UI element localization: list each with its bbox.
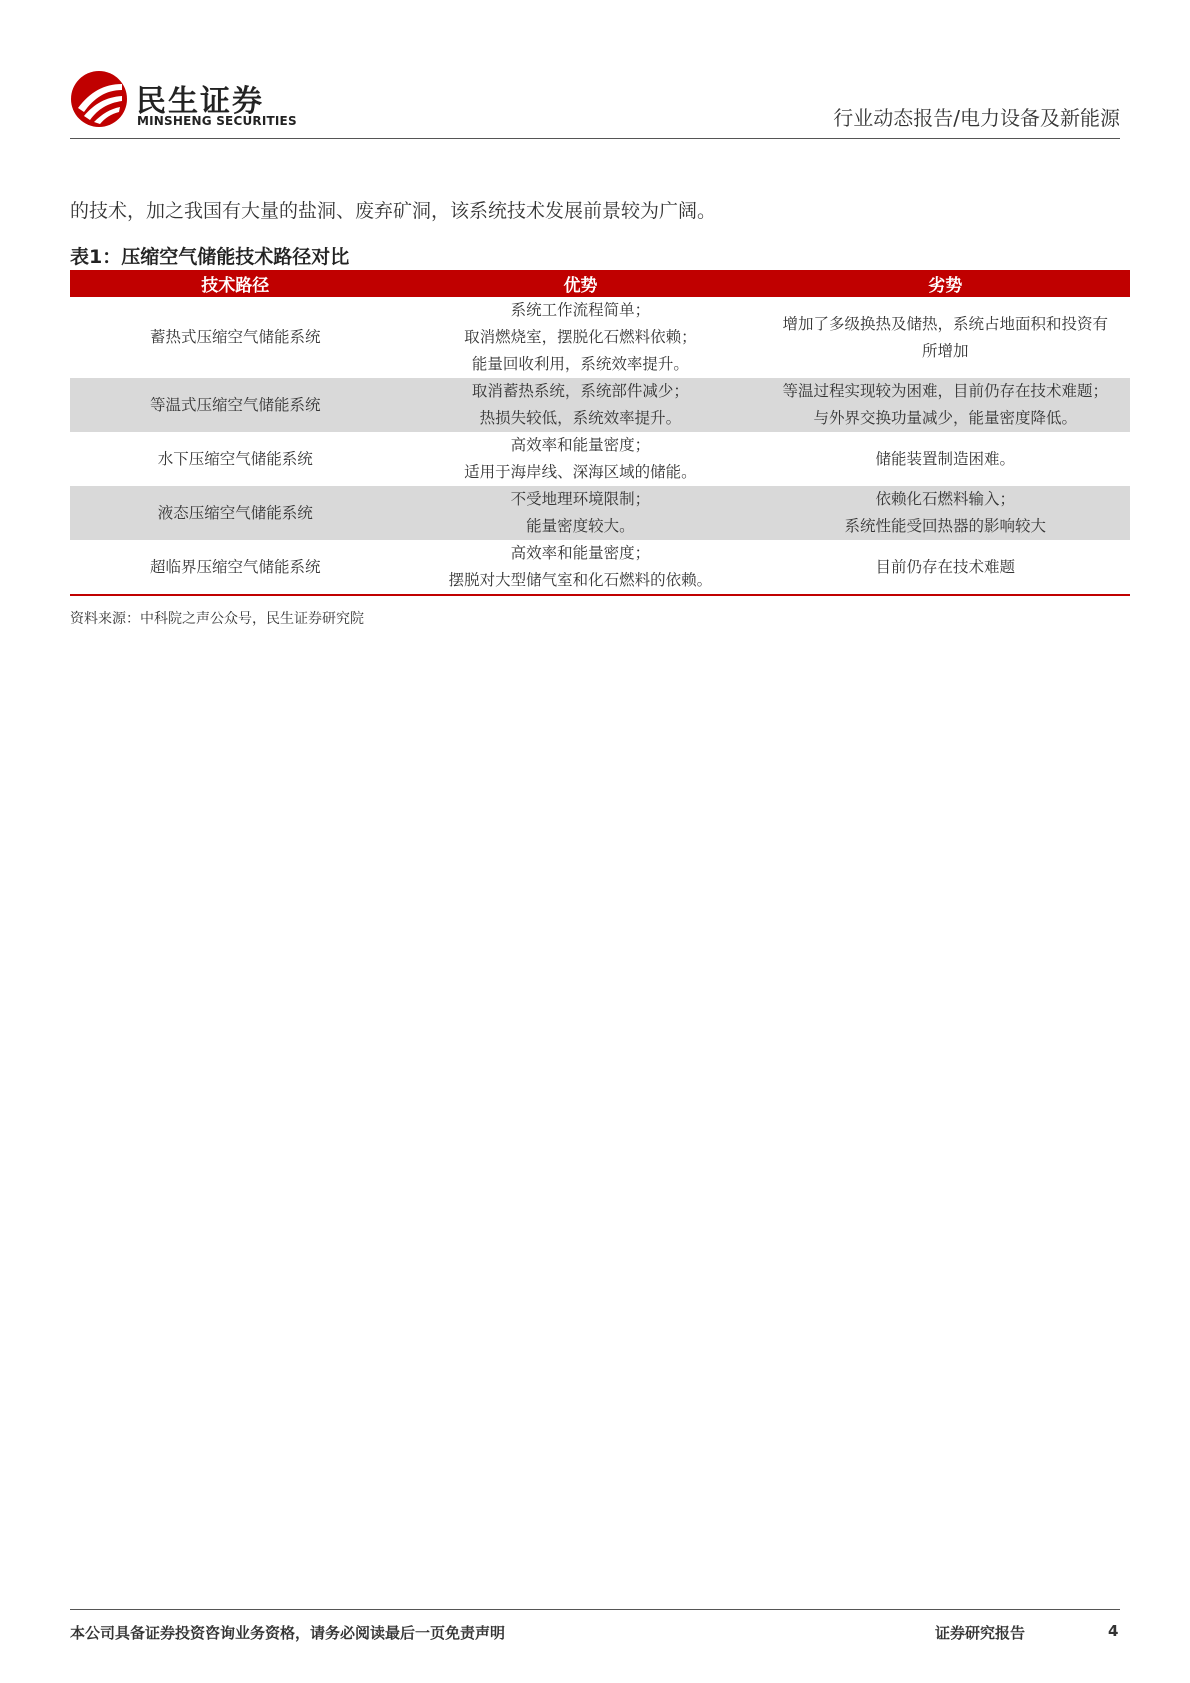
table-row bbox=[70, 540, 1130, 595]
advantage-line: 不受地理环境限制； bbox=[510, 490, 651, 508]
footer-report-type: 证券研究报告 bbox=[935, 1624, 1026, 1642]
tech-path-cell: 超临界压缩空气储能系统 bbox=[70, 540, 400, 595]
logo-chinese-name: 民生证券 bbox=[136, 84, 264, 119]
advantages-cell bbox=[400, 486, 760, 540]
disadvantage-line: 等温过程实现较为困难，目前仍存在技术难题； bbox=[782, 382, 1108, 400]
tech-path-cell: 液态压缩空气储能系统 bbox=[70, 486, 400, 540]
report-category: 行业动态报告/电力设备及新能源 bbox=[833, 106, 1120, 130]
disadvantage-line: 与外界交换功量减少，能量密度降低。 bbox=[813, 409, 1077, 427]
disadvantages-cell bbox=[760, 540, 1130, 595]
page-number: 4 bbox=[1108, 1622, 1119, 1640]
advantage-line: 能量回收利用，系统效率提升。 bbox=[471, 355, 689, 373]
body-paragraph: 的技术，加之我国有大量的盐洞、废弃矿洞，该系统技术发展前景较为广阔。 bbox=[70, 200, 717, 222]
header-disadvantages: 劣势 bbox=[760, 270, 1130, 297]
tech-path-cell: 蓄热式压缩空气储能系统 bbox=[149, 328, 321, 346]
advantages-cell bbox=[400, 540, 760, 595]
disadvantage-line: 目前仍存在技术难题 bbox=[875, 557, 1015, 576]
table-title: 表1：压缩空气储能技术路径对比 bbox=[70, 246, 350, 268]
logo-english-name: MINSHENG SECURITIES bbox=[137, 114, 297, 128]
footer-divider bbox=[70, 1609, 1120, 1610]
advantages-cell bbox=[400, 297, 760, 378]
table-row bbox=[70, 432, 1130, 486]
advantages-cell bbox=[400, 378, 760, 432]
advantage-line: 能量密度较大。 bbox=[526, 517, 635, 535]
advantage-line: 适用于海岸线、深海区域的储能。 bbox=[464, 463, 697, 481]
advantage-line: 热损失较低，系统效率提升。 bbox=[479, 409, 682, 427]
disadvantage-line: 所增加 bbox=[921, 341, 969, 360]
advantage-line: 系统工作流程简单； bbox=[510, 301, 651, 319]
disadvantages-cell bbox=[760, 378, 1130, 432]
table-source-note: 资料来源：中科院之声公众号，民生证券研究院 bbox=[70, 611, 364, 627]
table-row bbox=[70, 297, 1130, 378]
tech-path-cell: 等温式压缩空气储能系统 bbox=[70, 378, 400, 432]
table-header-row bbox=[70, 270, 1130, 297]
disadvantages-cell bbox=[760, 297, 1130, 378]
table-row bbox=[70, 378, 1130, 432]
logo-mark-icon bbox=[70, 70, 128, 128]
header-advantages: 优势 bbox=[400, 270, 760, 297]
advantage-line: 取消蓄热系统，系统部件减少； bbox=[471, 382, 689, 400]
header-divider bbox=[70, 138, 1120, 139]
table-row bbox=[70, 486, 1130, 540]
page-header bbox=[70, 60, 1120, 138]
disadvantage-line: 储能装置制造困难。 bbox=[875, 449, 1015, 468]
footer-disclaimer: 本公司具备证券投资咨询业务资格，请务必阅读最后一页免责声明 bbox=[70, 1624, 506, 1642]
disadvantage-line: 依赖化石燃料输入； bbox=[875, 490, 1015, 508]
tech-path-cell: 水下压缩空气储能系统 bbox=[157, 449, 313, 468]
minsheng-logo bbox=[70, 70, 350, 132]
advantages-cell bbox=[400, 432, 760, 486]
disadvantage-line: 增加了多级换热及储热，系统占地面积和投资有 bbox=[782, 314, 1108, 333]
advantage-line: 摆脱对大型储气室和化石燃料的依赖。 bbox=[448, 571, 713, 589]
advantage-line: 取消燃烧室，摆脱化石燃料依赖； bbox=[464, 328, 697, 346]
advantage-line: 高效率和能量密度； bbox=[510, 436, 651, 454]
header-tech-path: 技术路径 bbox=[70, 270, 400, 297]
disadvantages-cell bbox=[760, 486, 1130, 540]
advantage-line: 高效率和能量密度； bbox=[510, 544, 651, 562]
disadvantage-line: 系统性能受回热器的影响较大 bbox=[844, 517, 1046, 535]
disadvantages-cell bbox=[760, 432, 1130, 486]
comparison-table bbox=[70, 270, 1130, 596]
